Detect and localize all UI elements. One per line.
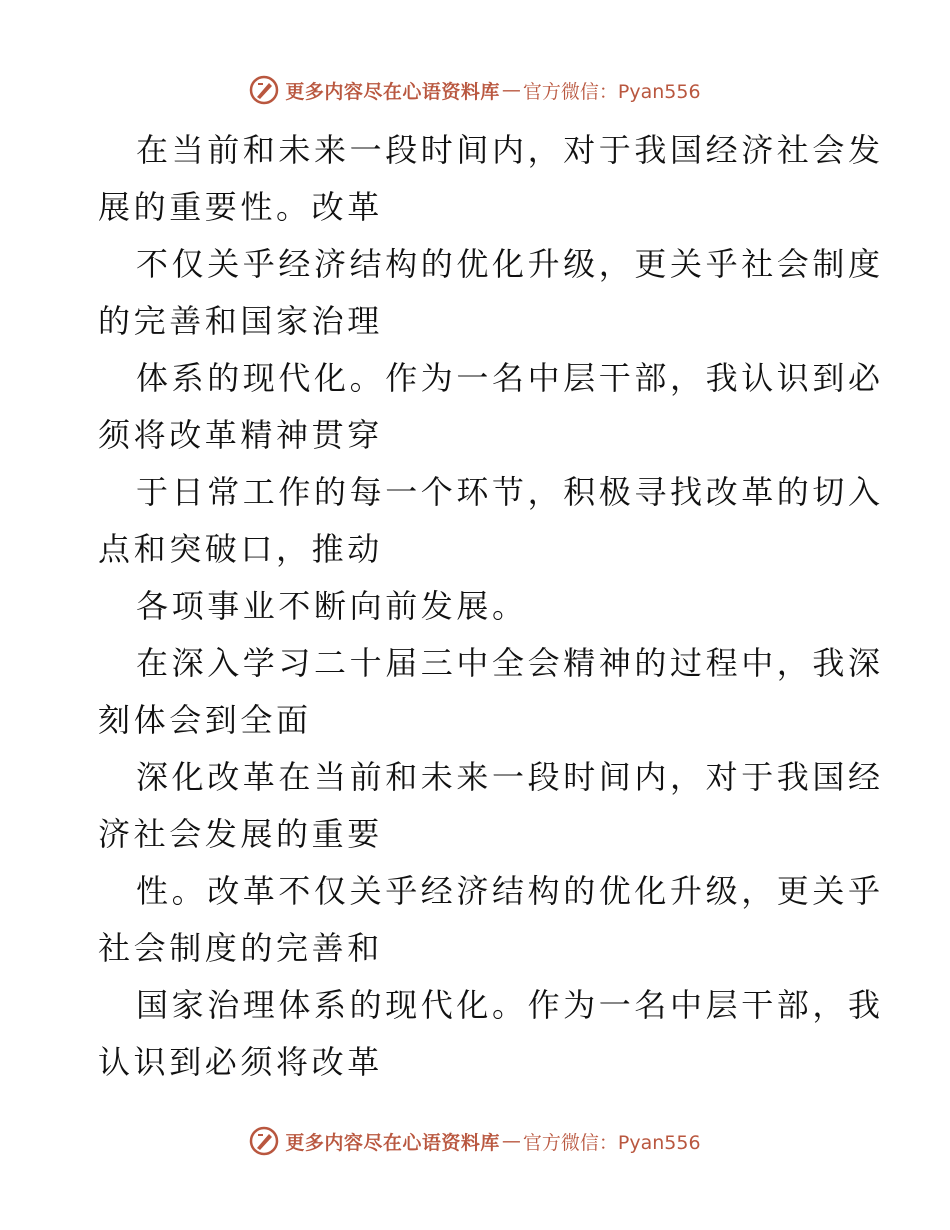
- watermark-wechat-text: 官方微信：Pyan556: [522, 1131, 701, 1154]
- text-lines: [98, 122, 884, 1091]
- text-line: 点和突破口，推动: [98, 530, 383, 568]
- header-watermark: [0, 70, 950, 110]
- watermark-wechat-text: 官方微信：Pyan556: [522, 80, 701, 103]
- text-line: 的完善和国家治理: [98, 302, 383, 340]
- document-body: [98, 122, 884, 1091]
- text-line: 在深入学习二十届三中全会精神的过程中，我深: [136, 644, 884, 682]
- text-line: 须将改革精神贯穿: [98, 416, 383, 454]
- text-line: 不仅关乎经济结构的优化升级，更关乎社会制度: [136, 245, 884, 283]
- text-line: 体系的现代化。作为一名中层干部，我认识到必: [136, 359, 884, 397]
- watermark-separator: —: [501, 1130, 521, 1152]
- text-line: 刻体会到全面: [98, 701, 312, 739]
- watermark-site-text: 更多内容尽在心语资料库: [285, 1131, 500, 1154]
- quill-logo-icon: [249, 1126, 279, 1156]
- text-line: 深化改革在当前和未来一段时间内，对于我国经: [136, 758, 884, 796]
- text-line: 在当前和未来一段时间内，对于我国经济社会发: [136, 131, 884, 169]
- text-line: 性。改革不仅关乎经济结构的优化升级，更关乎: [136, 872, 884, 910]
- watermark-separator: —: [501, 79, 521, 101]
- footer-watermark: [0, 1121, 950, 1161]
- watermark-site-text: 更多内容尽在心语资料库: [285, 80, 500, 103]
- text-line: 济社会发展的重要: [98, 815, 383, 853]
- quill-logo-icon: [249, 75, 279, 105]
- text-line: 社会制度的完善和: [98, 929, 383, 967]
- text-line: 于日常工作的每一个环节，积极寻找改革的切入: [136, 473, 884, 511]
- text-line: 各项事业不断向前发展。: [136, 587, 528, 625]
- text-line: 认识到必须将改革: [98, 1043, 383, 1081]
- text-line: 展的重要性。改革: [98, 188, 383, 226]
- text-line: 国家治理体系的现代化。作为一名中层干部，我: [136, 986, 884, 1024]
